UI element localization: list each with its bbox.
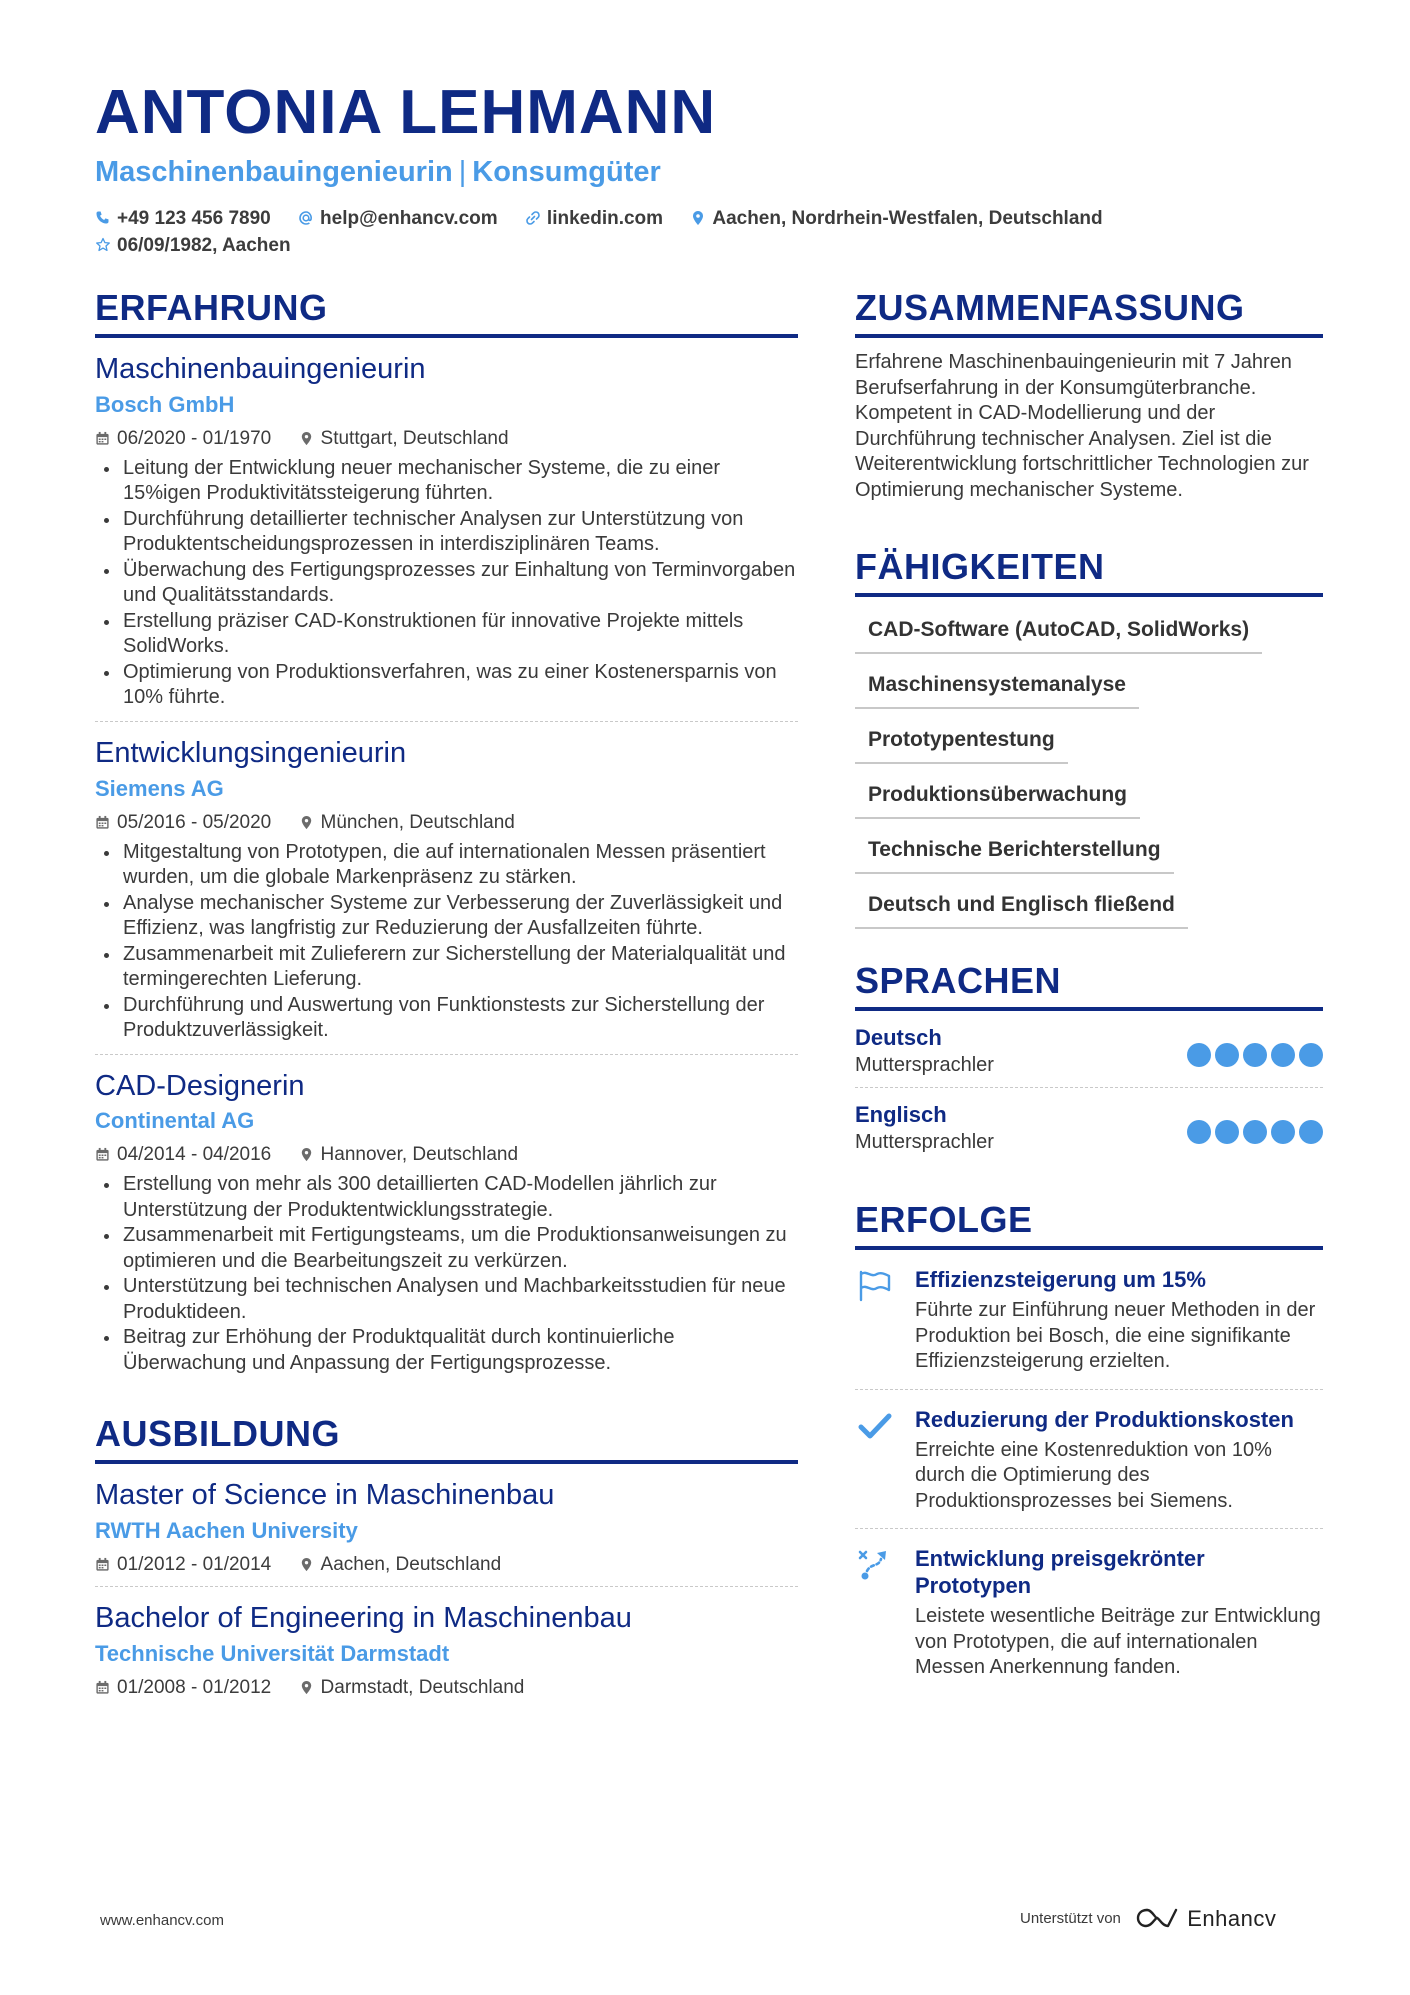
- job-role: Maschinenbauingenieurin: [95, 353, 426, 385]
- skills-list: [855, 603, 1323, 929]
- education-school: RWTH Aachen University: [95, 1518, 358, 1544]
- achievement-divider: [855, 1389, 1323, 1390]
- calendar-icon: [95, 1680, 110, 1695]
- language-name: Englisch: [855, 1102, 947, 1127]
- education-location: [299, 1677, 525, 1699]
- proficiency-dot: [1271, 1043, 1295, 1067]
- language-item: [855, 1011, 1323, 1087]
- location-text: Aachen, Nordrhein-Westfalen, Deutschland: [712, 208, 1103, 229]
- flag-icon: [857, 1268, 893, 1304]
- location-pin-icon: [299, 1147, 314, 1162]
- proficiency-dot: [1243, 1043, 1267, 1067]
- achievement-title: Reduzierung der Produktionskosten: [915, 1406, 1294, 1432]
- job-meta: [95, 812, 798, 834]
- proficiency-dot: [1215, 1043, 1239, 1067]
- bullet-item: Mitgestaltung von Prototypen, die auf internationalen Messen präsentiert wurden, um die globale Markenpräsenz zu stärken.: [95, 840, 798, 891]
- education-section-title: AUSBILDUNG: [95, 1416, 798, 1464]
- bullet-item: Leitung der Entwicklung neuer mechanischer Systeme, die zu einer 15%igen Produktivitätssteigerung führten.: [95, 456, 798, 507]
- skill-tag: Deutsch und Englisch fließend: [855, 883, 1188, 929]
- calendar-icon: [95, 1557, 110, 1572]
- check-icon: [857, 1408, 893, 1444]
- job-company: Continental AG: [95, 1108, 255, 1134]
- phone-icon: [95, 210, 111, 226]
- job-location-text: Hannover, Deutschland: [320, 1144, 519, 1166]
- skills-section-title: FÄHIGKEITEN: [855, 549, 1323, 597]
- calendar-icon: [95, 815, 110, 830]
- job-dates: [95, 1144, 271, 1166]
- proficiency-dot: [1187, 1120, 1211, 1144]
- job-location: [299, 428, 509, 450]
- job-company: Siemens AG: [95, 775, 224, 801]
- left-column: [95, 287, 798, 1699]
- job-location-text: Stuttgart, Deutschland: [320, 427, 509, 449]
- entry-divider: [95, 1586, 798, 1587]
- summary-section-title: ZUSAMMENFASSUNG: [855, 290, 1323, 338]
- job-role: Entwicklungsingenieurin: [95, 736, 407, 769]
- education-entry: [95, 1478, 798, 1587]
- language-level: Muttersprachler: [855, 1131, 994, 1153]
- powered-by-text: Unterstützt von: [1020, 1910, 1121, 1927]
- proficiency-dot: [1299, 1043, 1323, 1067]
- language-proficiency-dots: [1183, 1120, 1323, 1149]
- education-location-text: Aachen, Deutschland: [320, 1554, 502, 1576]
- right-column: [855, 287, 1323, 1681]
- enhancv-logo-icon: [1135, 1906, 1179, 1930]
- strategy-icon: [857, 1547, 893, 1583]
- job-meta: [95, 428, 798, 450]
- contact-info: [95, 205, 1335, 259]
- bullet-item: Durchführung und Auswertung von Funktionstests zur Sicherstellung der Produktzuverlässigkeit.: [95, 993, 798, 1044]
- at-icon: [298, 210, 314, 226]
- language-name: Deutsch: [855, 1025, 942, 1050]
- education-location: [299, 1554, 502, 1576]
- education-dates: [95, 1554, 271, 1576]
- contact-email[interactable]: [298, 205, 498, 232]
- languages-section-title: SPRACHEN: [855, 963, 1323, 1011]
- footer-branding[interactable]: [1020, 1906, 1276, 1932]
- bullet-item: Erstellung von mehr als 300 detaillierten CAD-Modellen jährlich zur Unterstützung der Produktentwicklungsstrategie.: [95, 1172, 798, 1223]
- language-level: Muttersprachler: [855, 1054, 994, 1076]
- skill-tag: Maschinensystemanalyse: [855, 663, 1139, 709]
- bullet-item: Durchführung detaillierter technischer Analysen zur Unterstützung von Produktentscheidungsprozessen in interdisziplinären Teams.: [95, 507, 798, 558]
- location-pin-icon: [299, 1680, 314, 1695]
- skill-tag: Prototypentestung: [855, 718, 1068, 764]
- contact-linkedin[interactable]: [525, 205, 663, 232]
- skill-tag: Produktionsüberwachung: [855, 773, 1140, 819]
- experience-entry: [95, 736, 798, 1055]
- achievement-item: [855, 1266, 1323, 1375]
- experience-section-title: ERFAHRUNG: [95, 290, 798, 338]
- title-role: Maschinenbauingenieurin: [95, 156, 453, 188]
- proficiency-dot: [1187, 1043, 1211, 1067]
- bullet-item: Analyse mechanischer Systeme zur Verbesserung der Zuverlässigkeit und Effizienz, was langfristig zur Reduzierung der Ausfallzeiten führte.: [95, 891, 798, 942]
- achievement-description: Leistete wesentliche Beiträge zur Entwicklung von Prototypen, die auf internationalen Messen Anerkennung fanden.: [915, 1605, 1321, 1678]
- education-dates: [95, 1677, 271, 1699]
- bullet-item: Unterstützung bei technischen Analysen und Machbarkeitsstudien für neue Produktideen.: [95, 1274, 798, 1325]
- bullet-item: Optimierung von Produktionsverfahren, was zu einer Kostenersparnis von 10% führte.: [95, 660, 798, 711]
- education-dates-text: 01/2012 - 01/2014: [117, 1554, 272, 1576]
- linkedin-text: linkedin.com: [546, 208, 664, 229]
- job-bullets: [95, 1172, 798, 1376]
- achievements-section-title: ERFOLGE: [855, 1202, 1323, 1250]
- achievement-divider: [855, 1528, 1323, 1529]
- location-pin-icon: [299, 1557, 314, 1572]
- achievement-item: [855, 1406, 1323, 1515]
- location-pin-icon: [299, 431, 314, 446]
- achievement-description: Führte zur Einführung neuer Methoden in der Produktion bei Bosch, die eine signifikante Effizienzsteigerung erzielten.: [915, 1299, 1316, 1372]
- education-degree: Bachelor of Engineering in Maschinenbau: [95, 1602, 632, 1635]
- candidate-name: ANTONIA LEHMANN: [95, 78, 717, 147]
- education-meta: [95, 1554, 798, 1576]
- job-dates: [95, 428, 271, 450]
- education-location-text: Darmstadt, Deutschland: [320, 1676, 525, 1698]
- calendar-icon: [95, 1147, 110, 1162]
- job-dates-text: 06/2020 - 01/1970: [117, 427, 272, 449]
- star-icon: [95, 237, 111, 253]
- proficiency-dot: [1215, 1120, 1239, 1144]
- experience-entry: [95, 352, 798, 722]
- job-location-text: München, Deutschland: [320, 811, 515, 833]
- education-degree: Master of Science in Maschinenbau: [95, 1479, 555, 1512]
- location-pin-icon: [299, 815, 314, 830]
- location-pin-icon: [690, 210, 706, 226]
- email-text: help@enhancv.com: [320, 208, 498, 229]
- proficiency-dot: [1299, 1120, 1323, 1144]
- job-role: CAD-Designerin: [95, 1069, 305, 1102]
- bullet-item: Zusammenarbeit mit Fertigungsteams, um die Produktionsanweisungen zu optimieren und die Bearbeitungszeit zu verkürzen.: [95, 1223, 798, 1274]
- title-industry: Konsumgüter: [472, 156, 661, 188]
- education-dates-text: 01/2008 - 01/2012: [117, 1676, 272, 1698]
- language-item: [855, 1088, 1323, 1164]
- bullet-item: Zusammenarbeit mit Zulieferern zur Sicherstellung der Materialqualität und termingerechten Lieferung.: [95, 942, 798, 993]
- job-dates: [95, 812, 271, 834]
- title-separator: |: [458, 156, 467, 188]
- achievement-title: Entwicklung preisgekrönter Prototypen: [915, 1546, 1205, 1598]
- footer-website[interactable]: www.enhancv.com: [100, 1912, 224, 1929]
- bullet-item: Überwachung des Fertigungsprozesses zur Einhaltung von Terminvorgaben und Qualitätsstandards.: [95, 558, 798, 609]
- brand-name: Enhancv: [1187, 1906, 1277, 1931]
- job-bullets: [95, 840, 798, 1044]
- education-school: Technische Universität Darmstadt: [95, 1640, 450, 1666]
- achievement-item: [855, 1545, 1323, 1681]
- summary-text: Erfahrene Maschinenbauingenieurin mit 7 Jahren Berufserfahrung in der Konsumgüterbranche. Kompetent in CAD-Modellierung und der Durchführung technischer Analysen. Ziel ist die Weiterentwicklung fortschrittlicher Technologien zur Optimierung mechanischer Systeme.: [855, 351, 1309, 501]
- entry-divider: [95, 721, 798, 722]
- achievement-description: Erreichte eine Kostenreduktion von 10% durch die Optimierung des Produktionsprozesses bei Siemens.: [915, 1438, 1272, 1512]
- skill-tag: CAD-Software (AutoCAD, SolidWorks): [855, 608, 1262, 654]
- skill-tag: Technische Berichterstellung: [855, 828, 1174, 874]
- job-company: Bosch GmbH: [95, 391, 235, 417]
- contact-location: [690, 205, 1102, 232]
- proficiency-dot: [1243, 1120, 1267, 1144]
- calendar-icon: [95, 431, 110, 446]
- job-location: [299, 812, 515, 834]
- bullet-item: Erstellung präziser CAD-Konstruktionen für innovative Projekte mittels SolidWorks.: [95, 609, 798, 660]
- education-entry: [95, 1601, 798, 1699]
- job-bullets: [95, 456, 798, 711]
- proficiency-dot: [1271, 1120, 1295, 1144]
- job-location: [299, 1144, 519, 1166]
- job-dates-text: 05/2016 - 05/2020: [117, 811, 272, 833]
- contact-birth: [95, 232, 291, 259]
- entry-divider: [95, 1054, 798, 1055]
- link-icon: [525, 210, 541, 226]
- education-meta: [95, 1677, 798, 1699]
- job-meta: [95, 1144, 798, 1166]
- birth-text: 06/09/1982, Aachen: [117, 235, 291, 256]
- language-proficiency-dots: [1183, 1043, 1323, 1072]
- achievement-title: Effizienzsteigerung um 15%: [915, 1267, 1206, 1292]
- phone-text: +49 123 456 7890: [117, 208, 271, 229]
- job-dates-text: 04/2014 - 04/2016: [117, 1144, 272, 1166]
- contact-phone[interactable]: [95, 205, 271, 232]
- experience-entry: [95, 1069, 798, 1377]
- candidate-title: [95, 156, 661, 189]
- bullet-item: Beitrag zur Erhöhung der Produktqualität durch kontinuierliche Überwachung und Anpassung der Fertigungsprozesse.: [95, 1325, 798, 1376]
